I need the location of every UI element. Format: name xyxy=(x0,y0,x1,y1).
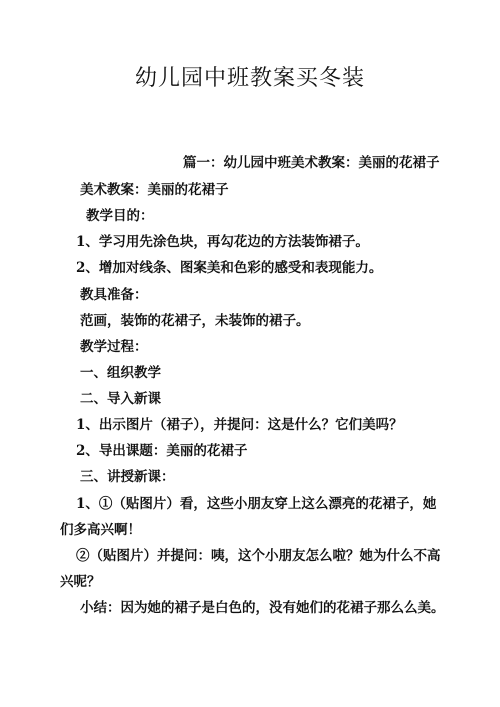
document-title: 幼儿园中班教案买冬装 xyxy=(134,66,365,91)
paragraph-line: 小结：因为她的裙子是白色的，没有她们的花裙子那么么美。 xyxy=(80,600,445,616)
paragraph-line: 兴呢？ xyxy=(60,574,101,590)
paragraph-line: 1、①（贴图片）看，这些小朋友穿上这么漂亮的花裙子，她 xyxy=(76,496,437,512)
paragraph-line: 们多高兴啊！ xyxy=(60,522,141,538)
paragraph-line: 2、增加对线条、图案美和色彩的感受和表现能力。 xyxy=(76,260,383,276)
paragraph-line: 教具准备： xyxy=(80,287,148,303)
paragraph-line: 1、出示图片（裙子），并提问：这是什么？它们美吗？ xyxy=(76,417,403,433)
section-heading: 篇一：幼儿园中班美术教案：美丽的花裙子 xyxy=(183,155,440,171)
paragraph-line: 三、讲授新课： xyxy=(80,469,175,485)
paragraph-line: 一、组织教学 xyxy=(80,365,161,381)
paragraph-line: 范画，装饰的花裙子，未装饰的裙子。 xyxy=(80,313,310,329)
paragraph-line: ②（贴图片）并提问：咦，这个小朋友怎么啦？她为什么不高 xyxy=(76,548,441,564)
paragraph-line: 二、导入新课 xyxy=(80,391,161,407)
paragraph-line: 教学过程： xyxy=(80,339,148,355)
paragraph-line: 美术教案：美丽的花裙子 xyxy=(80,182,229,198)
paragraph-line: 教学目的： xyxy=(86,208,154,224)
paragraph-line: 1、学习用先涂色块，再勾花边的方法装饰裙子。 xyxy=(76,234,369,250)
paragraph-line: 2、导出课题：美丽的花裙子 xyxy=(76,443,248,459)
